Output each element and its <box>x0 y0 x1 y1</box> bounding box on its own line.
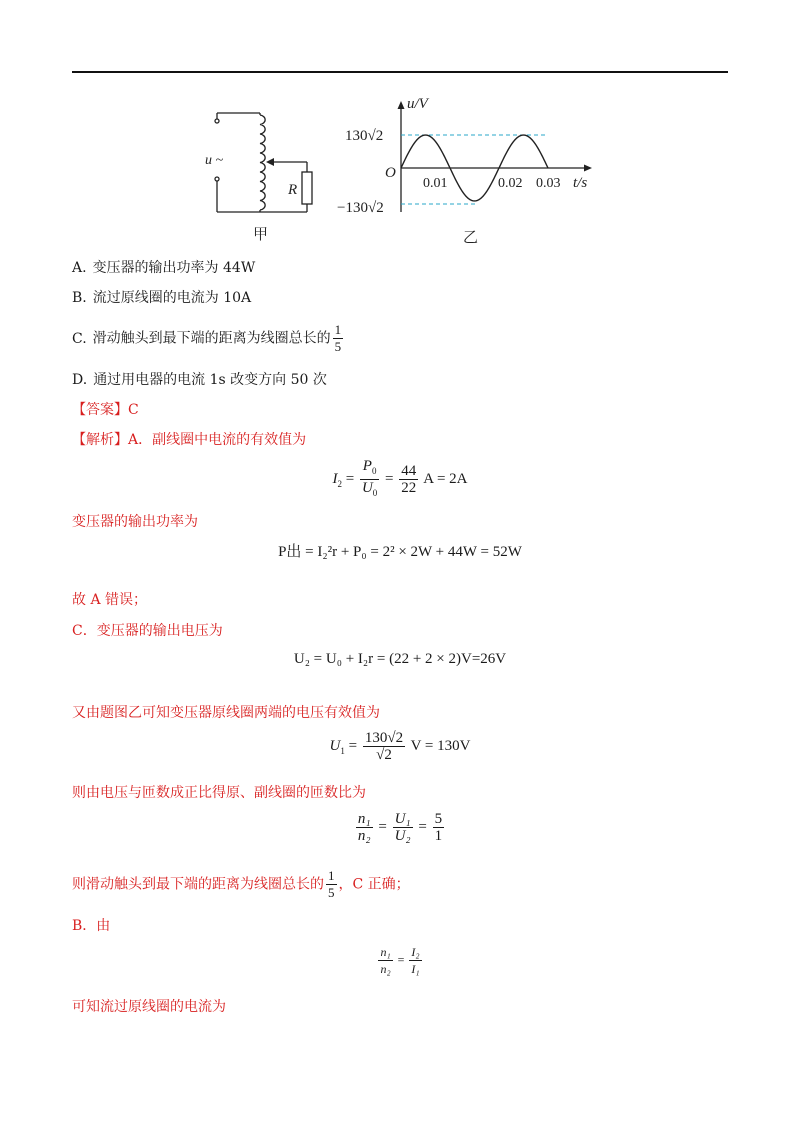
analysis-b-intro: B．由 <box>72 918 111 934</box>
analysis-ratio-intro: 则由电压与匝数成正比得原、副线圈的匝数比为 <box>72 785 366 801</box>
analysis-a-intro: 【解析】A．副线圈中电流的有效值为 <box>72 432 307 448</box>
x-tick-label: 0.03 <box>536 176 561 191</box>
origin-label: O <box>385 165 396 181</box>
y-axis-label: u/V <box>407 96 428 112</box>
slider-arrow-icon <box>266 158 274 166</box>
analysis-c-conclusion: 则滑动触头到最下端的距离为线圈总长的 $\frac{1}{5}$ ，C 正确； <box>72 868 410 900</box>
analysis-a-conclusion: 故 A 错误； <box>72 592 148 608</box>
equation-4: $U_1$ = $\frac{130√2}{√2}$ V = 130V <box>329 730 471 763</box>
x-tick-label: 0.02 <box>498 176 523 191</box>
option-c: C. 滑动触头到最下端的距离为线圈总长的 $\frac{1}{5}$ <box>72 322 342 354</box>
option-d: D. 通过用电器的电流 1s 改变方向 50 次 <box>72 372 327 388</box>
transformer-circuit <box>215 113 312 212</box>
analysis-power-intro: 变压器的输出功率为 <box>72 514 198 530</box>
option-b: B. 流过原线圈的电流为 10A <box>72 290 252 306</box>
physics-figure <box>195 92 605 252</box>
y-max-label: 130√2 <box>345 128 384 144</box>
header-rule <box>72 71 728 73</box>
x-tick-label: 0.01 <box>423 176 448 191</box>
equation-6: $\frac{\text{n₁}}{\text{n₂}}$ = $\frac{\text{I₂}}{\text{I₁}}$ <box>380 945 420 976</box>
analysis-c-intro: C．变压器的输出电压为 <box>72 623 223 639</box>
equation-3: U₂ = U₀ + I₂r = (22 + 2 × 2)V=26V <box>293 651 507 667</box>
resistor-label: R <box>288 182 298 198</box>
answer-line: 【答案】C <box>72 402 139 418</box>
analysis-b-tail: 可知流过原线圈的电流为 <box>72 999 226 1015</box>
equation-1: $I_2$ = $\frac{P_0}{U_0}$ = $\frac{44}{22}$ A = 2A <box>332 458 468 498</box>
x-axis-label: t/s <box>573 175 588 191</box>
equation-2: P出 = I₂²r + P₀ = 2² × 2W + 44W = 52W <box>278 544 522 560</box>
analysis-c-mid: 又由题图乙可知变压器原线圈两端的电压有效值为 <box>72 705 380 721</box>
equation-5: $\frac{\text{n₁}}{\text{n₂}}$ = $\frac{\text{U₁}}{\text{U₂}}$ = $\frac{5}{1}$ <box>357 811 443 844</box>
option-a: A. 变压器的输出功率为 44W <box>72 260 256 276</box>
y-min-label: −130√2 <box>337 200 384 216</box>
caption-right: 乙 <box>463 228 479 246</box>
coil-input-label: u ~ <box>205 153 224 168</box>
voltage-graph <box>337 96 592 216</box>
caption-left: 甲 <box>253 225 269 243</box>
